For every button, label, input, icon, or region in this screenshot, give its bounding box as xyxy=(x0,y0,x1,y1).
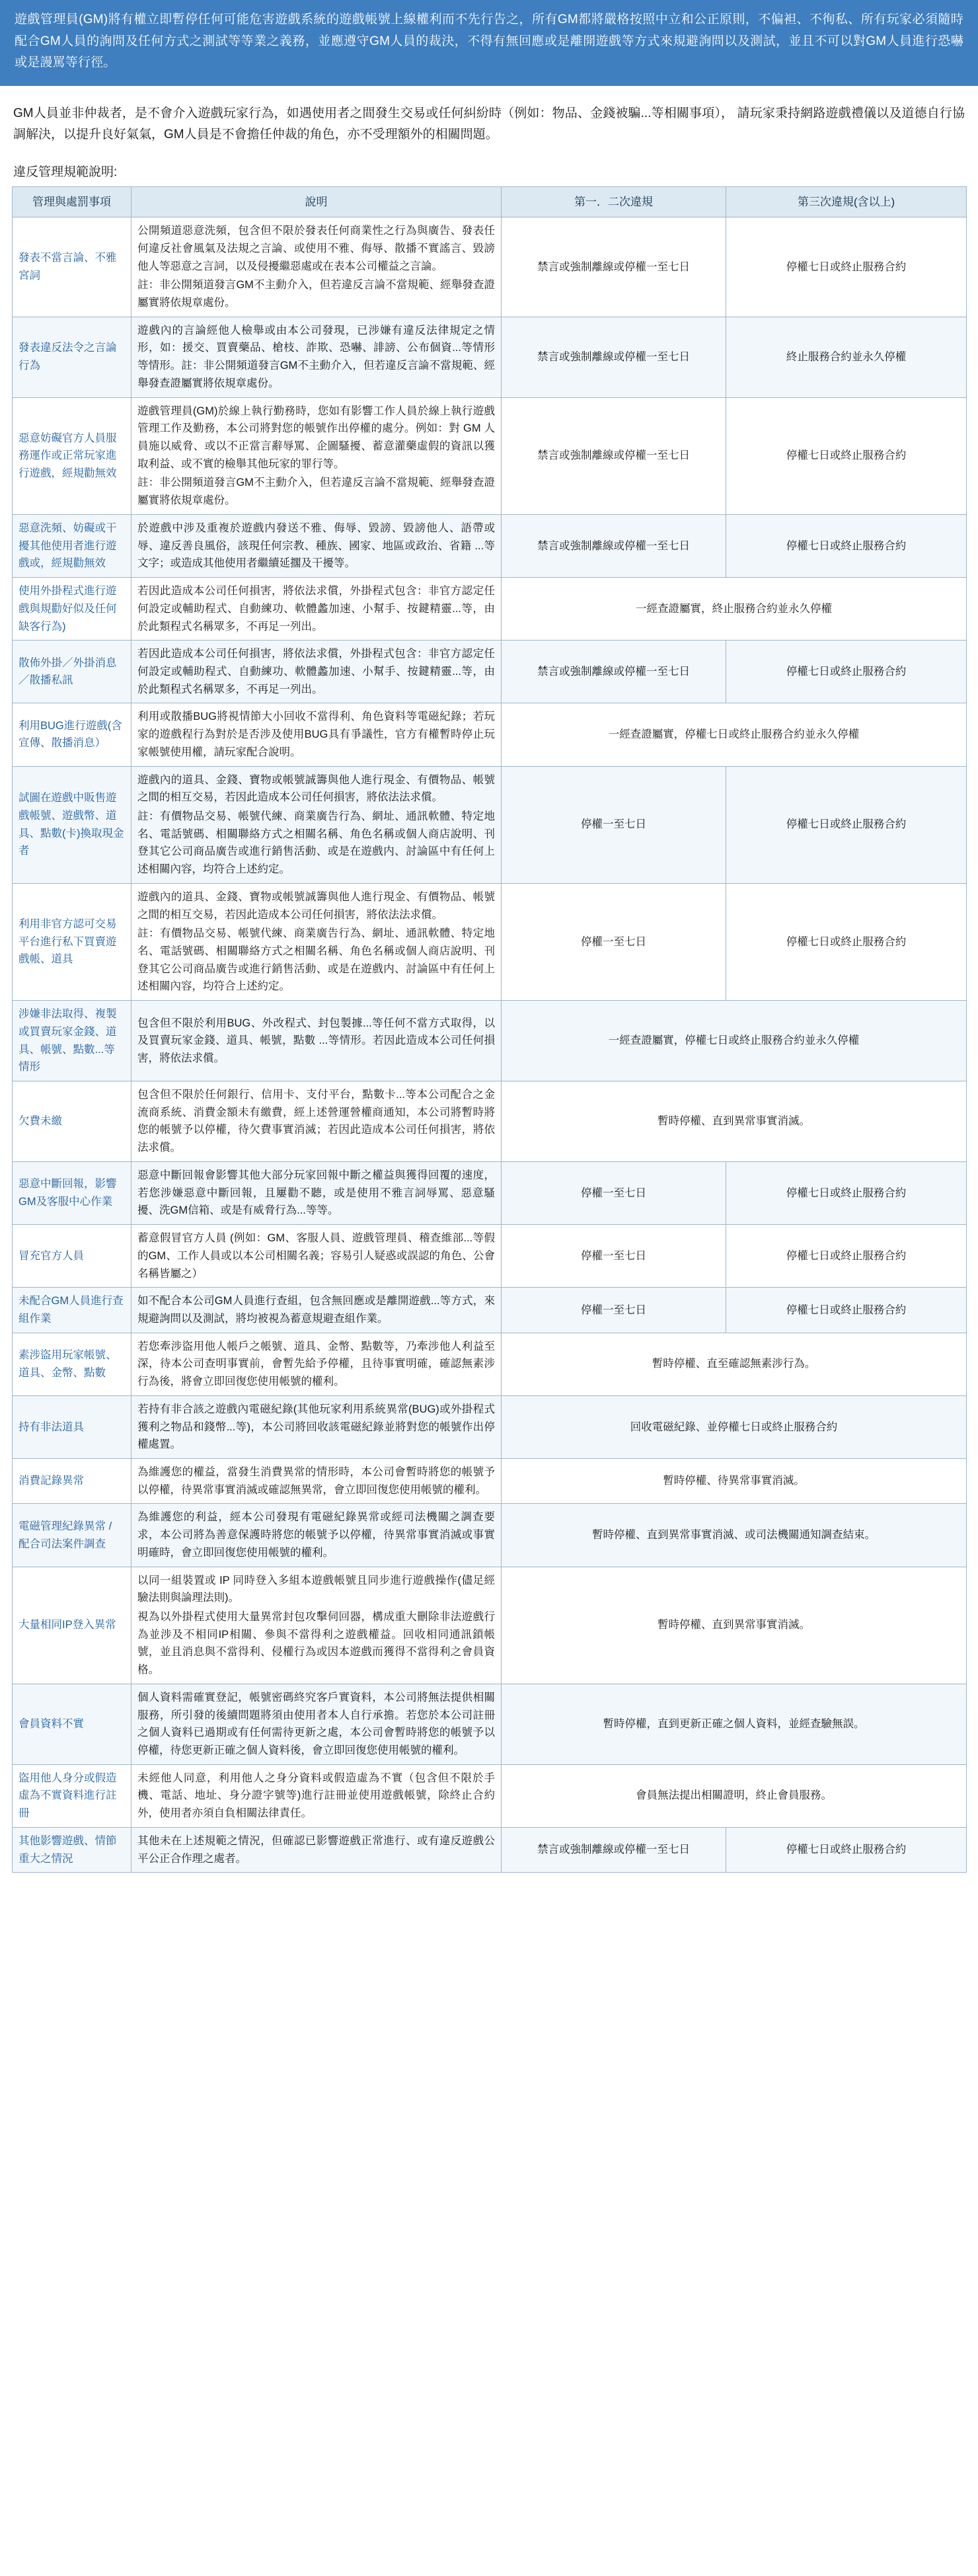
rule-category: 電磁管理紀錄異常 / 配合司法案件調查 xyxy=(13,1504,132,1567)
table-row xyxy=(13,514,967,577)
rule-description-paragraph: 包含但不限於利用BUG、外改程式、封包製據...等任何不當方式取得，以及買賣玩家金錢、道具、帳號，點數 ...等情形。若因此造成本公司任何損害，將依法求償。 xyxy=(137,1017,495,1064)
rule-description xyxy=(132,1504,502,1567)
rule-penalty-combined: 回收電磁紀錄、並停權七日或終止服務合約 xyxy=(502,1395,967,1458)
table-row xyxy=(13,766,967,883)
table-row xyxy=(13,1504,967,1567)
rule-description xyxy=(132,1225,502,1288)
rule-penalty-combined: 會員無法提出相關證明，終止會員服務。 xyxy=(502,1764,967,1827)
rule-description-paragraph: 以同一組裝置或 IP 同時登入多組本遊戲帳號且同步進行遊戲操作(儘足經驗法則與論理法則)。 xyxy=(137,1574,495,1604)
rule-category: 持有非法道具 xyxy=(13,1395,132,1458)
rule-description xyxy=(132,1081,502,1162)
table-row xyxy=(13,1081,967,1162)
rule-description-paragraph: 為維護您的利益，經本公司發現有電磁紀錄異常或經司法機關之調查要求，本公司將為善意保護時將您的帳號予以停權，待異常事實消滅或事實明確時，會立即回復您使用帳號的權利。 xyxy=(137,1511,495,1559)
table-row xyxy=(13,1458,967,1503)
rule-description-paragraph: 於遊戲中涉及重複於遊戲内發送不雅、侮辱、毀謗、毀謗他人、語帶或辱、違反善良風俗，該現任何宗教、種族、國家、地區或政治、省籍 ...等文字；或造成其他使用者繼續延擱及干擾等。 xyxy=(137,522,495,570)
table-row xyxy=(13,578,967,641)
rule-description-paragraph: 若因此造成本公司任何損害，將依法求償，外掛程式包含：非官方認定任何設定或輔助程式、自動練功、軟體蠡加速、小幫手、按鍵精靈...等，由於此類程式名稱眾多，不再足一列出。 xyxy=(137,585,495,633)
rule-penalty-first: 禁言或強制離線或停權一至七日 xyxy=(502,514,726,577)
rule-category: 涉嫌非法取得、複製或買賣玩家金錢、道具、帳號、點數...等情形 xyxy=(13,1001,132,1081)
rule-description xyxy=(132,703,502,766)
rule-description-paragraph: 若您牽涉盜用他人帳戶之帳號、道具、金幣、點數等，乃牽涉他人利益至深，待本公司查明事實前，會暫先給予停權，且待事實明確，確認無素涉行為後，將會立即回復您使用帳號的權利。 xyxy=(137,1340,495,1388)
rule-penalty-first: 停權一至七日 xyxy=(502,766,726,883)
rule-description-paragraph: 遊戲內的道具、金錢、寶物或帳號誠籌與他人進行現金、有價物品、帳號之間的相互交易，若因此造成本公司任何損害，將依法法求償。 xyxy=(137,890,495,921)
rule-penalty-first: 禁言或強制離線或停權一至七日 xyxy=(502,217,726,317)
rule-description-paragraph: 如不配合本公司GM人員進行查組，包含無回應或是離開遊戲...等方式，來規避詢問以及測試，將均被視為蓄意規避查組作業。 xyxy=(137,1295,495,1325)
table-row xyxy=(13,317,967,397)
intro-paragraph: GM人員並非仲裁者，是不會介入遊戲玩家行為，如遇使用者之間發生交易或任何糾紛時（例如：物品、金錢被騙...等相關事項）， 請玩家秉持網路遊戲禮儀以及道德自行協調解決，以提升良好氣氣，GM人員是不會擔任仲裁的角色，亦不受理額外的相關問題。 xyxy=(13,106,965,142)
rule-penalty-first: 停權一至七日 xyxy=(502,1288,726,1333)
rule-description xyxy=(132,1161,502,1224)
table-row xyxy=(13,703,967,766)
table-row xyxy=(13,1333,967,1395)
rule-penalty-first: 禁言或強制離線或停權一至七日 xyxy=(502,641,726,703)
rule-penalty-first: 停權一至七日 xyxy=(502,1161,726,1224)
rule-description-paragraph: 若因此造成本公司任何損害，將依法求償，外掛程式包含：非官方認定任何設定或輔助程式、自動練功、軟體蠡加速、小幫手、按鍵精靈...等，由於此類程式名稱眾多，不再足一列出。 xyxy=(137,648,495,695)
rule-penalty-third: 停權七日或終止服務合約 xyxy=(726,1288,967,1333)
column-header-penalty-third: 第三次違規(含以上) xyxy=(726,186,967,217)
rule-penalty-combined: 一經查證屬實，停權七日或終止服務合約並永久停權 xyxy=(502,703,967,766)
rule-category: 未配合GM人員進行查組作業 xyxy=(13,1288,132,1333)
rule-description xyxy=(132,578,502,641)
table-row xyxy=(13,1684,967,1764)
rule-description xyxy=(132,641,502,703)
rule-category: 盜用他人身分或假造虛為不實資料進行註冊 xyxy=(13,1764,132,1827)
rule-description-paragraph: 註：有價物品交易、帳號代練、商業廣告行為、網址、通訊軟體、特定地名、電話號碼、相關聯絡方式之相關名稱、角色名稱或個人商店說明、刊登其它公司商品廣告或進行銷售活動、或是在遊戲内、討論區中有任何上述相關內容，均符合上述約定。 xyxy=(137,810,495,876)
rule-penalty-combined: 一經查證屬實，停權七日或終止服務合約並永久停權 xyxy=(502,1001,967,1081)
rule-description-paragraph: 遊戲管理員(GM)於線上執行勤務時，您如有影響工作人員於線上執行遊戲管理工作及勤務，本公司將對您的帳號作出停權的處分。例如：對 GM 人員施以威脅、或以不正當言辭辱罵、企圖騷擾、蓄意灌藥虛假的資訊以獲取利益、或不實的檢舉其他玩家的罪行等。 xyxy=(137,405,495,470)
rule-description xyxy=(132,1001,502,1081)
table-header-row xyxy=(13,186,967,217)
table-row xyxy=(13,1395,967,1458)
rule-description-paragraph: 利用或散播BUG將視情節大小回收不當得利、角色資料等電磁紀錄；若玩家的遊戲程行為對於是否涉及使用BUG具有爭議性，官方有權暫時停止玩家帳號使用權，請玩家配合說明。 xyxy=(137,711,495,758)
rule-category: 發表違反法令之言論行為 xyxy=(13,317,132,397)
table-row xyxy=(13,1225,967,1288)
rule-penalty-third: 停權七日或終止服務合約 xyxy=(726,641,967,703)
table-row xyxy=(13,1288,967,1333)
table-row xyxy=(13,217,967,317)
rule-penalty-first: 禁言或強制離線或停權一至七日 xyxy=(502,397,726,514)
table-row xyxy=(13,1001,967,1081)
rule-description-paragraph: 遊戲內的言論經他人檢舉或由本公司發現，已涉嫌有違反法律規定之情形，如：援交、買賣藥品、槍枝、詐欺、恐嚇、誹謗、公布個資...等情形等情形。註：非公開頻道發言GM不主動介入，但若違反言論不當規範、經舉發查證屬實將依規章處份。 xyxy=(137,324,495,389)
rule-penalty-combined: 暫時停權、直到異常事實消滅。 xyxy=(502,1567,967,1684)
column-header-category: 管理與處罰事項 xyxy=(13,186,132,217)
rule-description xyxy=(132,1827,502,1872)
rule-penalty-third: 終止服務合約並永久停權 xyxy=(726,317,967,397)
table-row xyxy=(13,1567,967,1684)
table-row xyxy=(13,1827,967,1872)
rule-penalty-first: 停權一至七日 xyxy=(502,883,726,1000)
table-row xyxy=(13,641,967,703)
rule-category: 惡意妨礙官方人員服務運作或正常玩家進行遊戲，經規勸無效 xyxy=(13,397,132,514)
rule-description xyxy=(132,514,502,577)
rule-penalty-combined: 暫時停權、直到異常事實消滅。 xyxy=(502,1081,967,1162)
table-body xyxy=(13,217,967,1873)
rule-penalty-first: 禁言或強制離線或停權一至七日 xyxy=(502,317,726,397)
rule-category: 其他影響遊戲、情節重大之情況 xyxy=(13,1827,132,1872)
rule-category: 惡意洗頻、妨礙或干擾其他使用者進行遊戲或，經規勸無效 xyxy=(13,514,132,577)
rule-penalty-third: 停權七日或終止服務合約 xyxy=(726,883,967,1000)
rule-penalty-third: 停權七日或終止服務合約 xyxy=(726,766,967,883)
rule-description-paragraph: 其他未在上述規範之情況，但確認已影響遊戲正常進行、或有違反遊戲公平公正合作理之處者。 xyxy=(137,1834,495,1865)
rule-penalty-combined: 暫時停權、直至確認無素涉行為。 xyxy=(502,1333,967,1395)
rule-penalty-third: 停權七日或終止服務合約 xyxy=(726,1827,967,1872)
rule-description-paragraph: 個人資料需確實登記，帳號密碼終究客戶實資料，本公司將無法提供相關服務，所引發的後續問題將須由使用者本人自行承擔。若您於本公司註冊之個人資料已過期或有任何需待更新之處，本公司會暫時將您的帳號予以停權，待您更新正確之個人資料後，會立即回復您使用帳號的權利。 xyxy=(137,1691,495,1757)
rule-description xyxy=(132,1458,502,1503)
rule-description xyxy=(132,1395,502,1458)
rule-category: 利用BUG進行遊戲(含宣傳、散播消息） xyxy=(13,703,132,766)
rule-description-paragraph: 蓄意假冒官方人員 (例如：GM、客服人員、遊戲管理員、稽查維部...等假的GM、工作人員或以本公司相關名義；容易引人疑惑或誤認的角色、公會名稱皆屬之） xyxy=(137,1232,495,1280)
rule-category: 大量相同IP登入異常 xyxy=(13,1567,132,1684)
rule-description-paragraph: 若持有非合該之遊戲內電磁紀錄(其他玩家利用系統異常(BUG)或外掛程式獲利之物品和錢幣...等)，本公司將回收該電磁紀錄並將對您的帳號作出停權處置。 xyxy=(137,1403,495,1451)
rule-description xyxy=(132,1333,502,1395)
rule-description-paragraph: 惡意中斷回報會影響其他大部分玩家回報中斷之權益與獲得回覆的速度，若您涉嫌惡意中斷回報，且屢勸不聽，或是使用不雅言詞辱罵、惡意騷擾、洗GM信箱、或是有威脅行為...等等。 xyxy=(137,1169,495,1217)
rule-penalty-combined: 暫時停權、待異常事實消滅。 xyxy=(502,1458,967,1503)
column-header-penalty-first: 第一．二次違規 xyxy=(502,186,726,217)
rule-description xyxy=(132,1567,502,1684)
rule-penalty-third: 停權七日或終止服務合約 xyxy=(726,397,967,514)
rule-description-paragraph: 註：非公開頻道發言GM不主動介入，但若違反言論不當規範、經舉發查證屬實將依規章處份。 xyxy=(137,477,495,507)
rule-description xyxy=(132,1684,502,1764)
rule-category: 消費記錄異常 xyxy=(13,1458,132,1503)
rule-penalty-third: 停權七日或終止服務合約 xyxy=(726,217,967,317)
rule-category: 試圖在遊戲中販售遊戲帳號、遊戲幣、道具、點數(卡)換取現金者 xyxy=(13,766,132,883)
column-header-description: 說明 xyxy=(132,186,502,217)
rule-category: 素涉盜用玩家帳號、道具、金幣、點數 xyxy=(13,1333,132,1395)
rule-description-paragraph: 註：非公開頻道發言GM不主動介入，但若違反言論不當規範、經舉發查證屬實將依規章處份。 xyxy=(137,279,495,309)
rule-category: 欠費未繳 xyxy=(13,1081,132,1162)
rule-description-paragraph: 公開頻道惡意洗頻，包含但不限於發表任何商業性之行為與廣告、發表任何違反社會風氣及法規之言論、或使用不雅、侮辱、散播不實謠言、毀謗他人等惡意之言詞，以及侵擾繼惡處或在表本公司權益之言論。 xyxy=(137,225,495,272)
rule-description xyxy=(132,217,502,317)
table-row xyxy=(13,1764,967,1827)
rule-description-paragraph: 註：有價物品交易、帳號代練、商業廣告行為、網址、通訊軟體、特定地名、電話號碼、相關聯絡方式之相關名稱、角色名稱或個人商店說明、刊登其它公司商品廣告或進行銷售活動、或是在遊戲内、討論區中有任何上述相關內容，均符合上述約定。 xyxy=(137,927,495,993)
rule-description xyxy=(132,397,502,514)
rule-penalty-first: 停權一至七日 xyxy=(502,1225,726,1288)
rule-description-paragraph: 為維護您的權益，當發生消費異常的情形時，本公司會暫時將您的帳號予以停權，待異常事實消滅或確認無異常，會立即回復您使用帳號的權利。 xyxy=(137,1465,495,1496)
rule-category: 利用非官方認可交易平台進行私下買賣遊戲帳、道具 xyxy=(13,883,132,1000)
rule-penalty-third: 停權七日或終止服務合約 xyxy=(726,1161,967,1224)
rule-category: 會員資料不實 xyxy=(13,1684,132,1764)
rule-category: 散佈外掛／外掛消息／散播私訊 xyxy=(13,641,132,703)
rule-description-paragraph: 未經他人同意，利用他人之身分資料或假造虛為不實（包含但不限於手機、電話、地址、身分證字號等)進行註冊並使用遊戲帳號，除終止合約外，使用者亦須自負相關法律責任。 xyxy=(137,1772,495,1820)
rule-penalty-first: 禁言或強制離線或停權一至七日 xyxy=(502,1827,726,1872)
rule-penalty-combined: 暫時停權、直到異常事實消滅、或司法機關通知調查結束。 xyxy=(502,1504,967,1567)
rule-description xyxy=(132,1288,502,1333)
rule-description xyxy=(132,1764,502,1827)
rule-penalty-third: 停權七日或終止服務合約 xyxy=(726,1225,967,1288)
rule-description-paragraph: 包含但不限於任何銀行、信用卡、支付平台，點數卡...等本公司配合之金流商系統、消費金額未有繳費，經上述營運營權商通知，本公司將暫時將您的帳號予以停權，待欠費事實消滅；若因此造成本公司任何損害，將依法求償。 xyxy=(137,1089,495,1154)
notice-banner: 遊戲管理員(GM)將有權立即暫停任何可能危害遊戲系統的遊戲帳號上線權利而不先行告之，所有GM都將嚴格按照中立和公正原則，不偏袒、不徇私、所有玩家必須隨時配合GM人員的詢問及任何方式之測試等等業之義務，並應遵守GM人員的裁決，不得有無回應或是離開遊戲等方式來規避詢問以及測試，並且不可以對GM人員進行恐嚇或是謾罵等行徑。 xyxy=(0,0,978,86)
rule-description-paragraph: 遊戲內的道具、金錢、寶物或帳號誠籌與他人進行現金、有價物品、帳號之間的相互交易，若因此造成本公司任何損害，將依法法求償。 xyxy=(137,773,495,804)
rule-description xyxy=(132,317,502,397)
rule-description xyxy=(132,883,502,1000)
rule-penalty-third: 停權七日或終止服務合約 xyxy=(726,514,967,577)
rules-table xyxy=(12,186,967,1873)
rule-description-paragraph: 視為以外掛程式使用大量異常封包攻擊伺回器，構成重大刪除非法遊戲行為並涉及不相同IP相關、參與不當得利之遊戲權益。回收相同通訊鎖帳號，並且消息與不當得利、侵權行為或因本遊戲而獲得不當得利之會員資格。 xyxy=(137,1611,495,1676)
table-row xyxy=(13,883,967,1000)
table-row xyxy=(13,1161,967,1224)
rule-category: 使用外掛程式進行遊戲與規勸好似及任何缺客行為) xyxy=(13,578,132,641)
rule-penalty-combined: 一經查證屬實，終止服務合約並永久停權 xyxy=(502,578,967,641)
rule-category: 發表不當言論、不雅宮詞 xyxy=(13,217,132,317)
section-title: 違反管理規範說明: xyxy=(13,165,118,179)
rule-category: 冒充官方人員 xyxy=(13,1225,132,1288)
rule-description xyxy=(132,766,502,883)
table-row xyxy=(13,397,967,514)
rule-penalty-combined: 暫時停權，直到更新正確之個人資料，並經查驗無誤。 xyxy=(502,1684,967,1764)
rule-category: 惡意中斷回報，影響GM及客服中心作業 xyxy=(13,1161,132,1224)
